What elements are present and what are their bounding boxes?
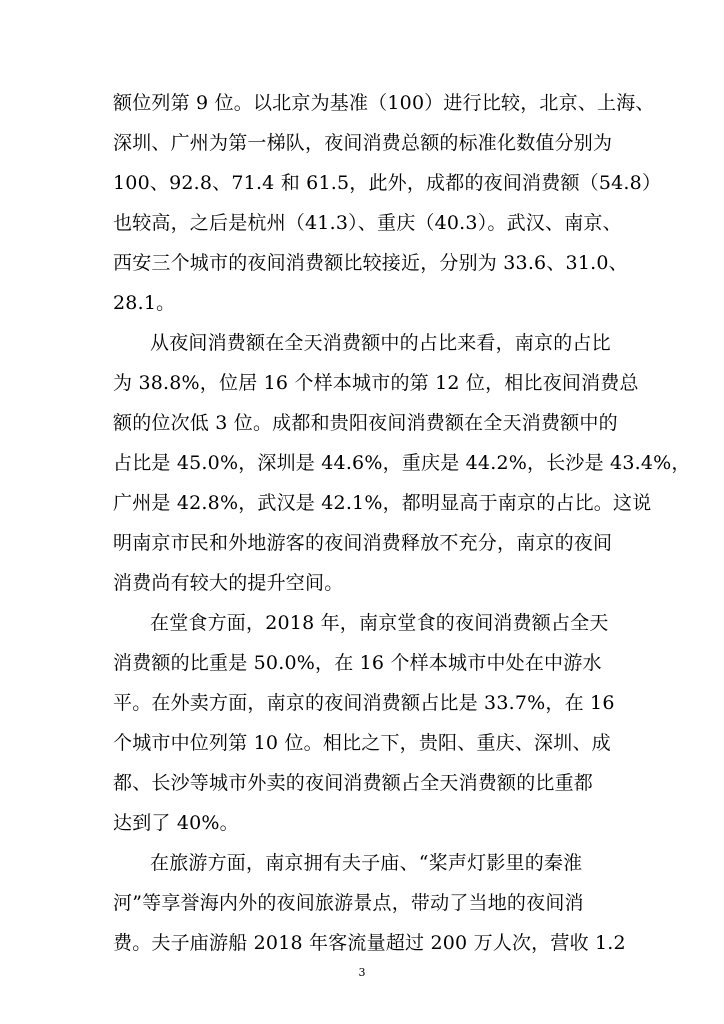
text-line: 消费尚有较大的提升空间。	[113, 572, 344, 594]
text-line: 费。夫子庙游船 2018 年客流量超过 200 万人次，营收 1.2	[113, 932, 626, 954]
text-line: 额位列第 9 位。以北京为基准（100）进行比较，北京、上海、	[113, 92, 655, 114]
paragraph-first-line: 在旅游方面，南京拥有夫子庙、“桨声灯影里的秦淮	[150, 852, 583, 874]
page-number: 3	[358, 966, 366, 979]
text-line: 消费额的比重是 50.0%，在 16 个样本城市中处在中游水	[113, 652, 602, 674]
text-line: 28.1。	[113, 292, 176, 314]
text-line: 个城市中位列第 10 位。相比之下，贵阳、重庆、深圳、成	[113, 732, 611, 754]
text-line: 平。在外卖方面，南京的夜间消费额占比是 33.7%，在 16	[113, 692, 615, 714]
paragraph-first-line: 在堂食方面，2018 年，南京堂食的夜间消费额占全天	[150, 612, 609, 634]
text-line: 西安三个城市的夜间消费额比较接近，分别为 33.6、31.0、	[113, 252, 628, 274]
text-line: 也较高，之后是杭州（41.3）、重庆（40.3）。武汉、南京、	[113, 212, 622, 234]
text-line: 广州是 42.8%，武汉是 42.1%，都明显高于南京的占比。这说	[113, 492, 652, 514]
text-line: 河”等享誉海内外的夜间旅游景点，带动了当地的夜间消	[113, 892, 584, 914]
text-line: 深圳、广州为第一梯队，夜间消费总额的标准化数值分别为	[113, 132, 613, 154]
text-line: 达到了 40%。	[113, 812, 239, 834]
text-line: 为 38.8%，位居 16 个样本城市的第 12 位，相比夜间消费总	[113, 372, 639, 394]
text-line: 明南京市民和外地游客的夜间消费释放不充分，南京的夜间	[113, 532, 613, 554]
text-line: 都、长沙等城市外卖的夜间消费额占全天消费额的比重都	[113, 772, 594, 794]
text-line: 额的位次低 3 位。成都和贵阳夜间消费额在全天消费额中的	[113, 412, 618, 434]
text-line: 100、92.8、71.4 和 61.5，此外，成都的夜间消费额（54.8）	[113, 172, 662, 194]
paragraph-first-line: 从夜间消费额在全天消费额中的占比来看，南京的占比	[150, 332, 611, 354]
text-line: 占比是 45.0%，深圳是 44.6%，重庆是 44.2%，长沙是 43.4%，	[113, 452, 691, 474]
